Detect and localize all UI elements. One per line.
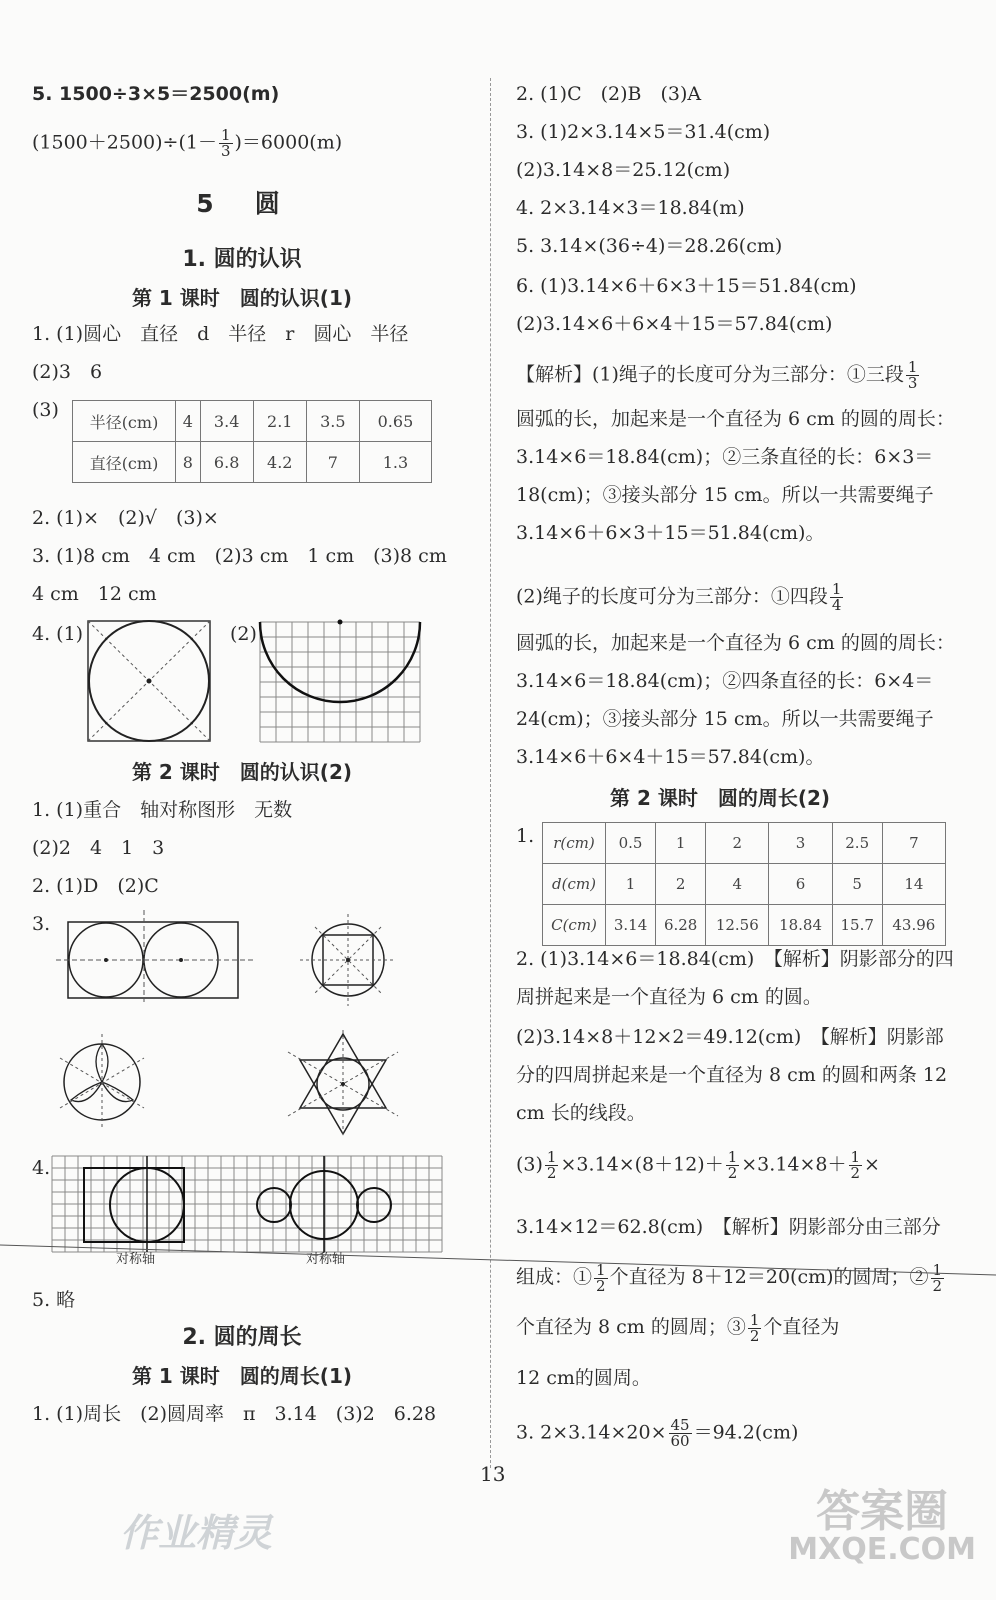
analysis-2-body: 圆弧的长，加起来是一个直径为 6 cm 的圆的周长：3.14×6＝18.84(cm)；②四条直径的长：6×4＝24(cm)；③接头部分 15 cm。所以一共需要绳子 3.14×6＋6×4＋15＝57.84(cm)。 bbox=[516, 632, 955, 768]
fraction: $\frac{1}{2}$ bbox=[596, 1260, 606, 1295]
r-p2-q2-a: 2. (1)3.14×6＝18.84(cm) 【解析】阴影部分的四周拼起来是一个直径为 6 cm 的圆。 bbox=[516, 948, 954, 1008]
lesson-title-1: 第 1 课时 圆的认识(1) bbox=[131, 286, 353, 310]
table-cell: 4 bbox=[176, 401, 201, 442]
brand-watermark: 作业精灵 bbox=[120, 1511, 273, 1555]
star-circle-figure bbox=[288, 1030, 398, 1138]
q5-line2: (1500＋2500)÷(1－ $\frac{1}{3}$ )＝6000(m) bbox=[32, 126, 343, 160]
r-q5: 5. 3.14×(36÷4)＝28.26(cm) bbox=[516, 235, 783, 257]
table-cell: 1 bbox=[656, 823, 706, 864]
axis-label-2: 对称轴 bbox=[306, 1252, 346, 1267]
l1-q3-b: 4 cm 12 cm bbox=[32, 583, 157, 605]
r-q2: 2. (1)C (2)B (3)A bbox=[516, 83, 702, 105]
l2-q1-a: 1. (1)重合 轴对称图形 无数 bbox=[32, 799, 293, 821]
r-p2-q3: 3. 2×3.14×20× $\frac{45}{60}$ ＝94.2(cm) bbox=[516, 1416, 799, 1450]
section-title-2: 2. 圆的周长 bbox=[182, 1325, 302, 1350]
fraction: $\frac{1}{4}$ bbox=[831, 580, 842, 614]
fraction: $\frac{1}{3}$ bbox=[220, 126, 231, 160]
r-q6-a: 6. (1)3.14×6＋6×3＋15＝51.84(cm) bbox=[516, 275, 857, 297]
axis-label-1: 对称轴 bbox=[116, 1252, 156, 1267]
table-cell: 2.5 bbox=[832, 823, 882, 864]
lesson-title-3: 第 1 课时 圆的周长(1) bbox=[131, 1364, 353, 1388]
section-title-1: 1. 圆的认识 bbox=[182, 247, 302, 272]
l1-q1-c: (3) bbox=[32, 399, 59, 421]
chapter-title: 5 圆 bbox=[196, 189, 288, 218]
circumference-table bbox=[542, 822, 946, 946]
table-cell: 7 bbox=[306, 442, 359, 483]
table-cell: 0.5 bbox=[606, 823, 656, 864]
semicircle-grid-figure bbox=[260, 622, 420, 742]
l1-q4-a: 4. (1) bbox=[32, 623, 84, 645]
circle-in-square-figure bbox=[87, 620, 213, 744]
table-cell: 2 bbox=[706, 823, 769, 864]
r-p2-q2-c-body: 3.14×12＝62.8(cm) 【解析】阴影部分由三部分组成：① $\frac{1}{2}$ 个直径为 8＋12＝20(cm)的圆周；② $\frac{1}{2}$ 个直径为 8 cm 的圆周；③ $\frac{1}{2}$ 个直径为 bbox=[516, 1216, 943, 1345]
table-cell: 4 bbox=[706, 864, 769, 905]
table-cell: 7 bbox=[882, 823, 945, 864]
r-p2-q2-c-line1: (3) $\frac{1}{2}$ ×3.14×(8＋12)＋ $\frac{1}{2}$ ×3.14×8＋ $\frac{1}{2}$ × bbox=[516, 1148, 880, 1182]
table-row bbox=[73, 442, 432, 483]
l3-q1: 1. (1)周长 (2)圆周率 π 3.14 (3)2 6.28 bbox=[32, 1403, 437, 1425]
l2-q3: 3. bbox=[32, 913, 51, 935]
r-q3-b: (2)3.14×8＝25.12(cm) bbox=[516, 159, 731, 181]
table-cell: 15.7 bbox=[832, 905, 882, 946]
table-cell: 18.84 bbox=[769, 905, 832, 946]
lesson-title-r: 第 2 课时 圆的周长(2) bbox=[610, 786, 831, 810]
r-q6-b: (2)3.14×6＋6×4＋15＝57.84(cm) bbox=[516, 313, 833, 335]
table-cell: 8 bbox=[176, 442, 201, 483]
table-cell: C(cm) bbox=[543, 905, 606, 946]
fraction: $\frac{1}{2}$ bbox=[546, 1148, 557, 1182]
table-cell: 3.14 bbox=[606, 905, 656, 946]
table-row bbox=[543, 823, 946, 864]
analysis-1-body: 圆弧的长，加起来是一个直径为 6 cm 的圆的周长：3.14×6＝18.84(cm)；②三条直径的长：6×3＝18(cm)；③接头部分 15 cm。所以一共需要绳子 3.14×6＋6×3＋15＝51.84(cm)。 bbox=[516, 408, 955, 544]
l2-q2: 2. (1)D (2)C bbox=[32, 875, 159, 897]
r-p2-q2-c-end: 12 cm的圆周。 bbox=[516, 1367, 651, 1389]
l1-q3-a: 3. (1)8 cm 4 cm (2)3 cm 1 cm (3)8 cm bbox=[32, 545, 447, 567]
table-row bbox=[73, 401, 432, 442]
square-in-circle-figure bbox=[300, 914, 396, 1006]
r-q4: 4. 2×3.14×3＝18.84(m) bbox=[516, 197, 745, 219]
table-cell: 43.96 bbox=[882, 905, 945, 946]
table-cell: d(cm) bbox=[543, 864, 606, 905]
q5-line1: 5. 1500÷3×5＝2500(m) bbox=[32, 83, 280, 105]
table-row bbox=[543, 864, 946, 905]
table-cell: 1 bbox=[606, 864, 656, 905]
table-cell: 0.65 bbox=[359, 401, 431, 442]
table-cell: 3.4 bbox=[200, 401, 253, 442]
fold-line bbox=[0, 1215, 996, 1315]
table-cell: 12.56 bbox=[706, 905, 769, 946]
r-p2-q1: 1. bbox=[516, 825, 535, 847]
analysis-1-head: 【解析】(1)绳子的长度可分为三部分：①三段 $\frac{1}{3}$ bbox=[516, 358, 918, 392]
table-cell: 6.8 bbox=[200, 442, 253, 483]
l2-q4: 4. bbox=[32, 1157, 51, 1179]
table-cell: r(cm) bbox=[543, 823, 606, 864]
l1-q2: 2. (1)× (2)√ (3)× bbox=[32, 507, 219, 529]
fraction: $\frac{1}{3}$ bbox=[907, 358, 918, 392]
table-cell: 3.5 bbox=[306, 401, 359, 442]
two-circles-rectangle-figure bbox=[56, 910, 256, 1002]
table-cell: 3 bbox=[769, 823, 832, 864]
r-q3-a: 3. (1)2×3.14×5＝31.4(cm) bbox=[516, 121, 771, 143]
fraction: $\frac{1}{2}$ bbox=[932, 1260, 943, 1295]
table-cell: 2.1 bbox=[253, 401, 306, 442]
table-cell: 6.28 bbox=[656, 905, 706, 946]
fraction: $\frac{1}{2}$ bbox=[727, 1148, 738, 1182]
table-cell: 6 bbox=[769, 864, 832, 905]
petal-circle-figure bbox=[52, 1030, 152, 1130]
lesson-title-2: 第 2 课时 圆的认识(2) bbox=[131, 760, 353, 784]
table-cell: 14 bbox=[882, 864, 945, 905]
fraction: $\frac{45}{60}$ bbox=[670, 1416, 690, 1450]
l1-q1-a: 1. (1)圆心 直径 d 半径 r 圆心 半径 bbox=[32, 323, 409, 345]
fraction: $\frac{1}{2}$ bbox=[850, 1148, 861, 1182]
l1-q1-b: (2)3 6 bbox=[32, 361, 103, 383]
l1-q4-b: (2) bbox=[230, 623, 257, 645]
site-watermark-url: MXQE.COM bbox=[788, 1532, 976, 1567]
site-watermark bbox=[788, 1486, 976, 1567]
table-cell: 2 bbox=[656, 864, 706, 905]
r-p2-q2-b: (2)3.14×8＋12×2＝49.12(cm) 【解析】阴影部分的四周拼起来是一个直径为 8 cm 的圆和两条 12 cm 长的线段。 bbox=[516, 1026, 948, 1124]
table-cell: 1.3 bbox=[359, 442, 431, 483]
radius-diameter-table bbox=[72, 400, 432, 483]
fraction: $\frac{1}{2}$ bbox=[749, 1310, 760, 1345]
page-number: 13 bbox=[480, 1462, 506, 1486]
site-watermark-text: 答案圈 bbox=[816, 1486, 949, 1537]
analysis-2-head: (2)绳子的长度可分为三部分：①四段 $\frac{1}{4}$ bbox=[516, 580, 842, 614]
table-cell: 半径(cm) bbox=[73, 401, 176, 442]
table-cell: 4.2 bbox=[253, 442, 306, 483]
l2-q5: 5. 略 bbox=[32, 1289, 76, 1311]
l2-q1-b: (2)2 4 1 3 bbox=[32, 837, 165, 859]
table-cell: 直径(cm) bbox=[73, 442, 176, 483]
table-cell: 5 bbox=[832, 864, 882, 905]
